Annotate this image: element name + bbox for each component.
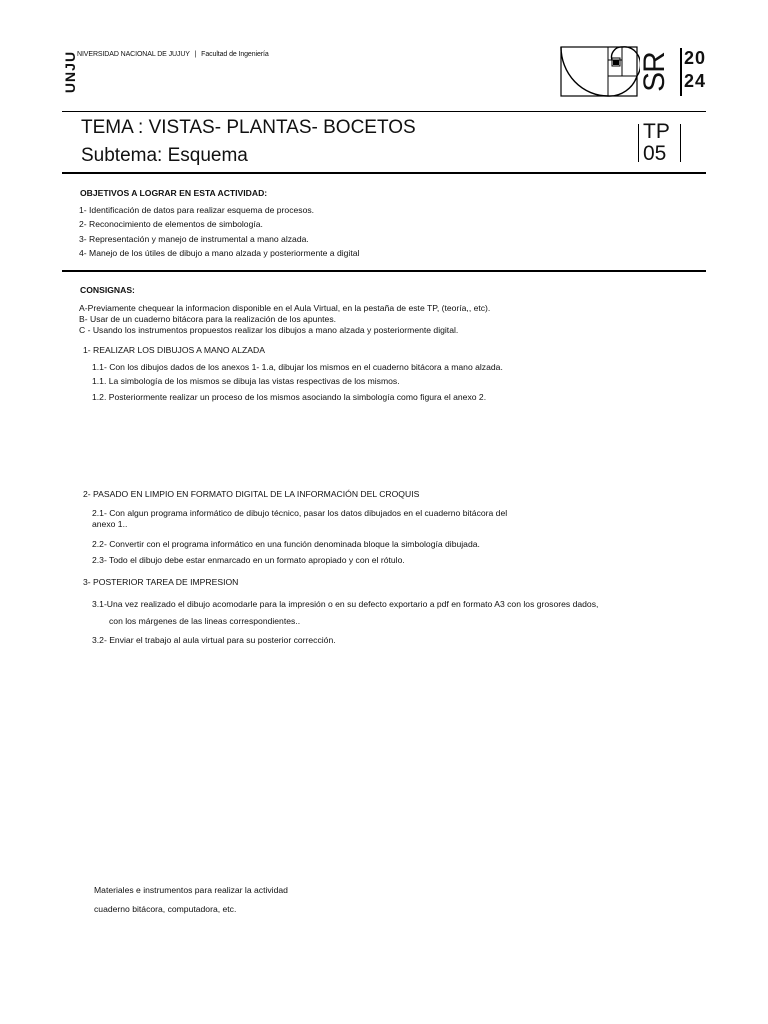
year-bottom: 24	[684, 71, 707, 91]
tp-badge	[643, 121, 670, 165]
section2-item1-line1: 2.1- Con algun programa informático de dibujo técnico, pasar los datos dibujados en el cuaderno bitácora del	[92, 508, 508, 518]
university-name: NIVERSIDAD NACIONAL DE JUJUY	[77, 51, 190, 58]
objetivo-item: 2- Reconocimiento de elementos de simbología.	[79, 219, 263, 229]
year-divider	[680, 48, 682, 96]
page-subtitle: Subtema: Esquema	[81, 145, 248, 166]
university-line	[77, 51, 269, 58]
header-rule	[62, 111, 706, 112]
page-title: TEMA : VISTAS- PLANTAS- BOCETOS	[81, 117, 416, 138]
consigna-line: B- Usar de un cuaderno bitácora para la realización de los apuntes.	[79, 314, 337, 324]
golden-spiral-icon	[560, 46, 640, 98]
tp-label: TP	[643, 120, 670, 143]
section1-item: 1.1- Con los dibujos dados de los anexos 1- 1.a, dibujar los mismos en el cuaderno bitácora a mano alzada.	[92, 362, 503, 372]
section2-item1-line2: anexo 1..	[92, 519, 128, 529]
tp-number: 05	[643, 142, 667, 165]
section2-heading: 2- PASADO EN LIMPIO EN FORMATO DIGITAL DE LA INFORMACIÓN DEL CROQUIS	[83, 489, 420, 499]
section3-item2: 3.2- Enviar el trabajo al aula virtual para su posterior corrección.	[92, 635, 336, 645]
tp-right-bar	[680, 124, 681, 162]
logo-text: UNJU	[62, 50, 78, 94]
section3-item1-line1: 3.1-Una vez realizado el dibujo acomodarle para la impresión o en su defecto exportario a pdf en formato A3 con los grosores dados,	[92, 599, 599, 609]
year-top: 20	[684, 48, 707, 68]
objetivo-item: 4- Manejo de los útiles de dibujo a mano alzada y posteriormente a digital	[79, 248, 360, 258]
section3-item1-line2: con los márgenes de las lineas correspondientes..	[109, 616, 301, 626]
objetivos-heading: OBJETIVOS A LOGRAR EN ESTA ACTIVIDAD:	[80, 188, 268, 198]
section3-heading: 3- POSTERIOR TAREA DE IMPRESION	[83, 577, 239, 587]
section2-item2: 2.2- Convertir con el programa informático en una función denominada bloque la simbología dibujada.	[92, 539, 480, 549]
section1-item: 1.1. La simbología de los mismos se dibuja las vistas respectivas de los mismos.	[92, 376, 400, 386]
consigna-line: A-Previamente chequear la informacion disponible en el Aula Virtual, en la pestaña de este TP, (teoría,, etc).	[79, 303, 491, 313]
faculty-name: Facultad de Ingeniería	[201, 51, 269, 58]
objetivo-item: 1- Identificación de datos para realizar esquema de procesos.	[79, 205, 315, 215]
objetivos-rule	[62, 270, 706, 272]
sr-mark	[638, 46, 672, 98]
materiales-line1: Materiales e instrumentos para realizar la actividad	[94, 885, 288, 895]
objetivo-item: 3- Representación y manejo de instrumental a mano alzada.	[79, 234, 309, 244]
spiral-emblem	[560, 46, 640, 98]
section1-heading: 1- REALIZAR LOS DIBUJOS A MANO ALZADA	[83, 345, 265, 355]
university-logo	[63, 46, 77, 96]
header-separator: |	[194, 51, 197, 58]
consigna-line: C - Usando los instrumentos propuestos realizar los dibujos a mano alzada y posteriormente digital.	[79, 325, 459, 335]
section2-item3: 2.3- Todo el dibujo debe estar enmarcado en un formato apropiado y con el rótulo.	[92, 555, 405, 565]
materiales-line2: cuaderno bitácora, computadora, etc.	[94, 904, 237, 914]
title-rule	[62, 172, 706, 174]
year-block	[684, 47, 706, 93]
tp-left-bar	[638, 124, 639, 162]
section1-item: 1.2. Posteriormente realizar un proceso de los mismos asociando la simbología como figura el anexo 2.	[92, 392, 487, 402]
sr-text: SR	[638, 52, 671, 92]
consignas-heading: CONSIGNAS:	[80, 285, 135, 295]
